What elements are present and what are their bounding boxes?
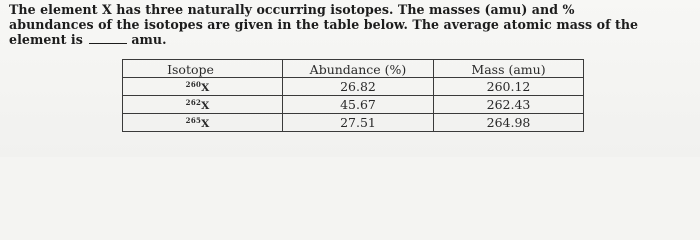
question-line-3: [9, 32, 693, 47]
isotope-mass-number: 260: [185, 80, 202, 89]
table-header-row: [123, 60, 584, 78]
question-line-2: abundances of the isotopes are given in the table below. The average atomic mass of the: [9, 17, 639, 32]
table-row: [123, 96, 584, 114]
abundance-cell: 26.82: [283, 78, 434, 96]
answer-blank: [89, 32, 127, 44]
abundance-cell: 27.51: [283, 114, 434, 132]
mass-cell: 262.43: [434, 96, 584, 114]
header-mass: Mass (amu): [434, 60, 584, 78]
abundance-cell: 45.67: [283, 96, 434, 114]
question-line-1: The element X has three naturally occurring isotopes. The masses (amu) and %: [9, 2, 575, 17]
isotope-mass-number: 262: [185, 98, 202, 107]
isotope-mass-number: 265: [185, 116, 202, 125]
mass-cell: 260.12: [434, 78, 584, 96]
header-abundance: Abundance (%): [283, 60, 434, 78]
isotope-cell: [123, 114, 283, 132]
isotope-cell: [123, 78, 283, 96]
question-line-3-end: amu.: [131, 32, 167, 47]
header-isotope: [123, 60, 283, 78]
question-text: [9, 2, 693, 47]
isotope-symbol: X: [201, 82, 210, 94]
header-isotope-label: Isotope: [167, 62, 214, 77]
isotope-symbol: X: [201, 100, 210, 112]
isotope-symbol: X: [201, 118, 210, 130]
isotope-table: [122, 59, 584, 132]
mass-cell: 264.98: [434, 114, 584, 132]
question-line-3-start: element is: [9, 32, 83, 47]
isotope-table-wrapper: [122, 59, 584, 132]
table-row: [123, 114, 584, 132]
isotope-cell: [123, 96, 283, 114]
table-row: [123, 78, 584, 96]
